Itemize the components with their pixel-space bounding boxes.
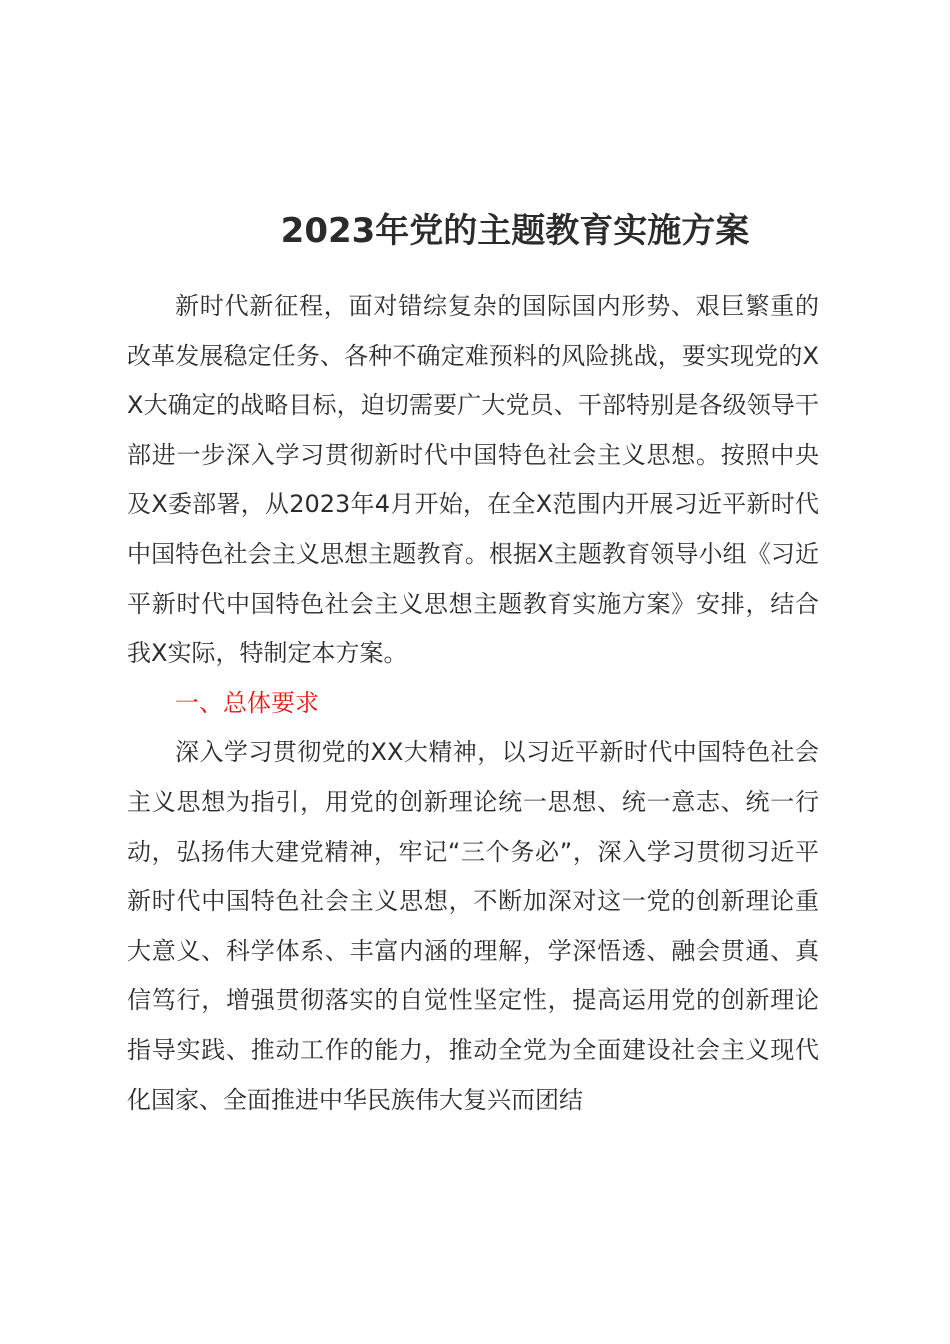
document-body [127, 282, 819, 1125]
document-title: 2023年党的主题教育实施方案 [280, 211, 750, 251]
intro-paragraph: 新时代新征程，面对错综复杂的国际国内形势、艰巨繁重的改革发展稳定任务、各种不确定难预料的风险挑战，要实现党的XX大确定的战略目标，迫切需要广大党员、干部特别是各级领导干部进一步深入学习贯彻新时代中国特色社会主义思想。按照中央及X委部署，从2023年4月开始，在全X范围内开展习近平新时代中国特色社会主义思想主题教育。根据X主题教育领导小组《习近平新时代中国特色社会主义思想主题教育实施方案》安排，结合我X实际，特制定本方案。 [127, 292, 819, 668]
section-body-paragraph: 深入学习贯彻党的XX大精神，以习近平新时代中国特色社会主义思想为指引，用党的创新理论统一思想、统一意志、统一行动，弘扬伟大建党精神，牢记“三个务必”，深入学习贯彻习近平新时代中国特色社会主义思想，不断加深对这一党的创新理论重大意义、科学体系、丰富内涵的理解，学深悟透、融会贯通、真信笃行，增强贯彻落实的自觉性坚定性，提高运用党的创新理论指导实践、推动工作的能力，推动全党为全面建设社会主义现代化国家、全面推进中华民族伟大复兴而团结 [127, 738, 819, 1114]
section-heading-general-requirements: 一、总体要求 [175, 688, 319, 717]
